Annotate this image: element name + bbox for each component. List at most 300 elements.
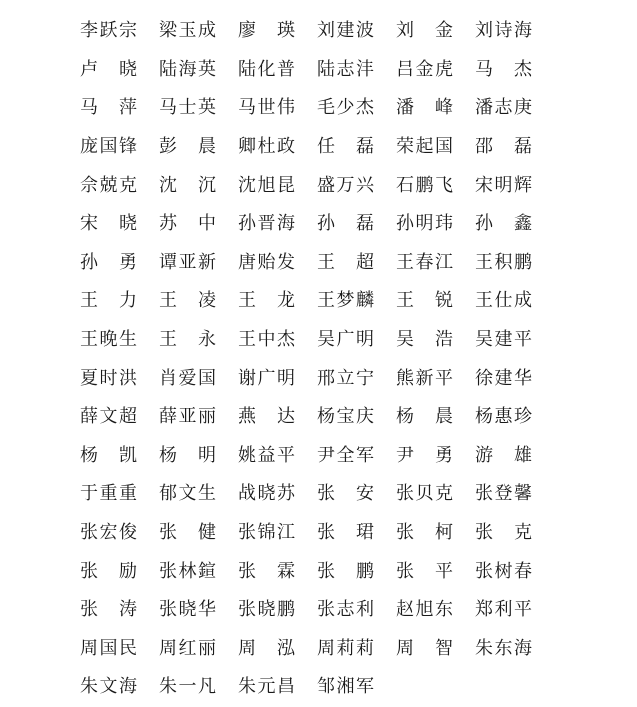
name-char: 晓 [119,58,137,80]
name-entry [80,668,137,707]
name-char: 国 [99,637,118,659]
name-char: 春 [514,560,532,582]
name-char: 孙 [475,213,493,235]
name-entry [475,475,532,514]
name-char: 晋 [257,213,276,235]
name-entry [396,514,453,553]
name-char: 爱 [178,367,197,389]
name-char: 唐 [238,251,256,273]
name-char: 赵 [396,599,414,621]
name-char: 积 [494,251,513,273]
name-char: 孙 [238,213,256,235]
name-char: 刘 [396,20,414,42]
name-char: 士 [178,97,197,119]
name-char: 晓 [178,599,197,621]
name-char: 一 [178,676,197,698]
name-char: 志 [336,599,355,621]
name-entry [475,12,532,51]
name-char: 全 [336,444,355,466]
name-char: 昌 [277,676,295,698]
name-entry [238,437,295,476]
name-char: 跃 [99,20,118,42]
name-char: 朱 [80,676,98,698]
name-char: 立 [336,367,355,389]
name-entry [317,630,374,669]
name-char: 石 [396,174,414,196]
name-char: 昆 [277,174,295,196]
name-char: 盛 [317,174,335,196]
name-char: 宝 [336,406,355,428]
name-char: 益 [257,444,276,466]
name-char: 鑫 [514,213,532,235]
name-entry [396,630,453,669]
name-entry [396,205,453,244]
name-entry [396,244,453,283]
name-char: 中 [257,329,276,351]
name-char: 克 [435,483,453,505]
name-entry [80,475,137,514]
name-char: 孙 [317,213,335,235]
name-entry [396,475,453,514]
name-char: 华 [514,367,532,389]
name-char: 夏 [80,367,98,389]
name-char: 卿 [238,136,256,158]
name-char: 东 [435,599,453,621]
name-entry [159,51,216,90]
name-entry [159,668,216,707]
name-char: 沣 [356,58,374,80]
name-char: 张 [159,560,177,582]
name-entry [159,89,216,128]
name-char: 凌 [198,290,216,312]
name-entry [80,552,137,591]
name-entry [80,128,137,167]
name-char: 化 [257,58,276,80]
name-char: 张 [159,522,177,544]
name-char: 张 [396,560,414,582]
name-char: 彭 [159,136,177,158]
name-entry [238,552,295,591]
name-char: 明 [356,329,374,351]
name-char: 元 [257,676,276,698]
name-char: 永 [198,329,216,351]
name-entry [475,51,532,90]
name-entry [317,668,374,707]
name-char: 超 [119,406,137,428]
name-char: 鹏 [356,560,374,582]
name-char: 仕 [494,290,513,312]
name-char: 王 [317,251,335,273]
name-entry [238,359,295,398]
name-char: 锋 [119,136,137,158]
name-char: 卢 [80,58,98,80]
name-char: 文 [99,676,118,698]
name-char: 军 [356,676,374,698]
name-char: 谢 [238,367,256,389]
name-char: 健 [198,522,216,544]
name-entry [396,321,453,360]
name-char: 锐 [435,290,453,312]
name-entry [80,205,137,244]
name-entry [475,437,532,476]
name-char: 廖 [238,20,256,42]
name-entry [238,668,295,707]
name-char: 伟 [277,97,295,119]
name-char: 潘 [475,97,493,119]
name-entry [238,514,295,553]
name-char: 杰 [277,329,295,351]
name-char: 海 [514,637,532,659]
name-entry [159,552,216,591]
name-char: 吴 [475,329,493,351]
name-entry [475,244,532,283]
name-char: 平 [514,329,532,351]
name-char: 麟 [356,290,374,312]
name-char: 旭 [257,174,276,196]
name-char: 庚 [514,97,532,119]
name-char: 陆 [159,58,177,80]
name-char: 张 [80,560,98,582]
name-char: 刘 [475,20,493,42]
name-char: 兢 [99,174,118,196]
name-entry [475,630,532,669]
name-char: 发 [277,251,295,273]
name-char: 周 [396,637,414,659]
name-char: 宋 [475,174,493,196]
name-char: 超 [356,251,374,273]
name-char: 战 [238,483,256,505]
name-char: 新 [198,251,216,273]
name-entry [475,89,532,128]
name-entry [475,321,532,360]
name-entry [396,552,453,591]
name-entry [396,398,453,437]
name-entry [80,89,137,128]
name-entry [317,591,374,630]
name-char: 马 [80,97,98,119]
name-char: 张 [238,599,256,621]
name-char: 春 [415,251,434,273]
name-entry [475,128,532,167]
name-char: 肖 [159,367,177,389]
name-char: 张 [238,560,256,582]
name-char: 鹏 [277,599,295,621]
name-char: 时 [99,367,118,389]
name-char: 湘 [336,676,355,698]
name-char: 登 [494,483,513,505]
name-entry [396,282,453,321]
name-char: 吴 [396,329,414,351]
name-char: 杰 [356,97,374,119]
name-char: 苏 [159,213,177,235]
name-char: 游 [475,444,493,466]
name-char: 勇 [119,251,137,273]
name-char: 王 [317,290,335,312]
name-entry [317,282,374,321]
name-entry [159,321,216,360]
name-entry [80,12,137,51]
name-char: 普 [277,58,295,80]
name-entry [80,398,137,437]
name-char: 飞 [435,174,453,196]
name-char: 王 [396,290,414,312]
name-entry [396,128,453,167]
name-char: 海 [119,676,137,698]
name-char: 杨 [475,406,493,428]
name-char: 张 [317,599,335,621]
name-char: 贝 [415,483,434,505]
name-entry [238,244,295,283]
name-char: 峰 [435,97,453,119]
name-char: 沈 [238,174,256,196]
name-char: 泓 [277,637,295,659]
name-entry [159,359,216,398]
name-entry [317,437,374,476]
name-entry [159,398,216,437]
name-char: 磊 [514,136,532,158]
name-char: 王 [80,290,98,312]
name-char: 张 [317,522,335,544]
name-char: 民 [119,637,137,659]
name-char: 晨 [198,136,216,158]
name-char: 玮 [435,213,453,235]
name-char: 孙 [396,213,414,235]
name-char: 潘 [396,97,414,119]
name-char: 马 [159,97,177,119]
name-char: 张 [396,522,414,544]
name-entry [317,552,374,591]
name-char: 王 [238,329,256,351]
name-char: 孙 [80,251,98,273]
name-char: 政 [277,136,295,158]
name-entry [80,244,137,283]
name-char: 晚 [99,329,118,351]
name-char: 馨 [514,483,532,505]
name-char: 梁 [159,20,177,42]
name-char: 林 [178,560,197,582]
name-char: 尹 [396,444,414,466]
name-char: 珺 [356,522,374,544]
name-char: 吕 [396,58,414,80]
name-entry [396,51,453,90]
name-entry [80,437,137,476]
name-entry [317,244,374,283]
name-char: 兴 [356,174,374,196]
name-char: 霖 [277,560,295,582]
name-entry [238,398,295,437]
name-char: 国 [198,367,216,389]
name-char: 杨 [159,444,177,466]
name-char: 邢 [317,367,335,389]
name-char: 沉 [198,174,216,196]
name-char: 生 [198,483,216,505]
name-char: 贻 [257,251,276,273]
name-char: 李 [80,20,98,42]
name-char: 丽 [198,406,216,428]
name-char: 利 [494,599,513,621]
name-char: 宗 [119,20,137,42]
name-char: 俊 [119,522,137,544]
name-char: 刘 [317,20,335,42]
name-char: 郑 [475,599,493,621]
name-entry [80,359,137,398]
name-entry [475,205,532,244]
name-char: 晓 [257,599,276,621]
name-char: 张 [317,483,335,505]
name-char: 苏 [277,483,295,505]
name-char: 莉 [356,637,374,659]
name-char: 涛 [119,599,137,621]
name-char: 明 [277,367,295,389]
name-char: 周 [238,637,256,659]
name-char: 波 [356,20,374,42]
name-char: 马 [475,58,493,80]
name-char: 张 [475,560,493,582]
name-char: 张 [238,522,256,544]
name-char: 东 [494,637,513,659]
name-entry [80,282,137,321]
name-char: 成 [514,290,532,312]
name-char: 杨 [396,406,414,428]
name-char: 龙 [277,290,295,312]
name-entry [80,591,137,630]
name-entry [475,514,532,553]
name-char: 志 [494,97,513,119]
name-char: 梦 [336,290,355,312]
name-char: 诗 [494,20,513,42]
name-char: 国 [99,136,118,158]
name-char: 海 [514,20,532,42]
name-grid [80,12,550,707]
name-entry [238,475,295,514]
name-char: 庆 [356,406,374,428]
name-char: 张 [396,483,414,505]
name-char: 江 [277,522,295,544]
name-entry [317,398,374,437]
name-entry [238,321,295,360]
name-char: 于 [80,483,98,505]
name-char: 凯 [119,444,137,466]
name-entry [475,398,532,437]
name-char: 世 [257,97,276,119]
name-char: 惠 [494,406,513,428]
name-char: 周 [80,637,98,659]
name-entry [159,128,216,167]
name-char: 朱 [475,637,493,659]
name-char: 王 [159,290,177,312]
name-char: 金 [415,58,434,80]
name-char: 重 [99,483,118,505]
name-char: 杨 [80,444,98,466]
name-char: 郁 [159,483,177,505]
name-char: 中 [198,213,216,235]
name-char: 王 [80,329,98,351]
name-char: 丽 [198,637,216,659]
name-char: 薛 [80,406,98,428]
name-char: 玉 [178,20,197,42]
name-char: 邵 [475,136,493,158]
name-char: 磊 [356,213,374,235]
name-char: 新 [415,367,434,389]
name-entry [238,12,295,51]
name-char: 张 [475,522,493,544]
name-char: 克 [119,174,137,196]
name-char: 姚 [238,444,256,466]
name-char: 张 [317,560,335,582]
name-entry [317,205,374,244]
name-char: 毛 [317,97,335,119]
name-char: 明 [415,213,434,235]
name-char: 张 [80,522,98,544]
name-entry [159,205,216,244]
name-char: 达 [277,406,295,428]
name-entry [159,244,216,283]
name-char: 鹏 [415,174,434,196]
name-char: 勇 [435,444,453,466]
name-entry [159,437,216,476]
name-char: 万 [336,174,355,196]
name-char: 张 [80,599,98,621]
name-entry [159,282,216,321]
name-char: 文 [178,483,197,505]
name-char: 陆 [317,58,335,80]
name-entry [475,166,532,205]
name-char: 杨 [317,406,335,428]
name-char: 磊 [356,136,374,158]
name-char: 王 [396,251,414,273]
name-list-document [80,12,550,707]
name-char: 珍 [514,406,532,428]
name-char: 雄 [514,444,532,466]
name-entry [238,166,295,205]
name-char: 力 [119,290,137,312]
name-char: 邹 [317,676,335,698]
name-entry [159,166,216,205]
name-entry [396,591,453,630]
name-entry [159,514,216,553]
name-entry [317,475,374,514]
name-char: 吴 [317,329,335,351]
name-char: 海 [277,213,295,235]
name-char: 庞 [80,136,98,158]
name-char: 亚 [178,406,197,428]
name-char: 英 [198,58,216,80]
name-entry [475,359,532,398]
name-char: 浩 [435,329,453,351]
name-char: 起 [415,136,434,158]
name-char: 晓 [119,213,137,235]
name-char: 杜 [257,136,276,158]
name-char: 平 [435,367,453,389]
name-char: 树 [494,560,513,582]
name-char: 红 [178,637,197,659]
name-entry [317,321,374,360]
name-char: 旭 [415,599,434,621]
name-char: 尹 [317,444,335,466]
name-char: 华 [198,599,216,621]
name-char: 周 [317,637,335,659]
name-char: 平 [435,560,453,582]
name-char: 志 [336,58,355,80]
name-char: 广 [257,367,276,389]
name-char: 洪 [119,367,137,389]
name-entry [80,630,137,669]
name-entry [159,591,216,630]
name-char: 广 [336,329,355,351]
name-char: 重 [119,483,137,505]
name-entry [238,128,295,167]
name-char: 少 [336,97,355,119]
